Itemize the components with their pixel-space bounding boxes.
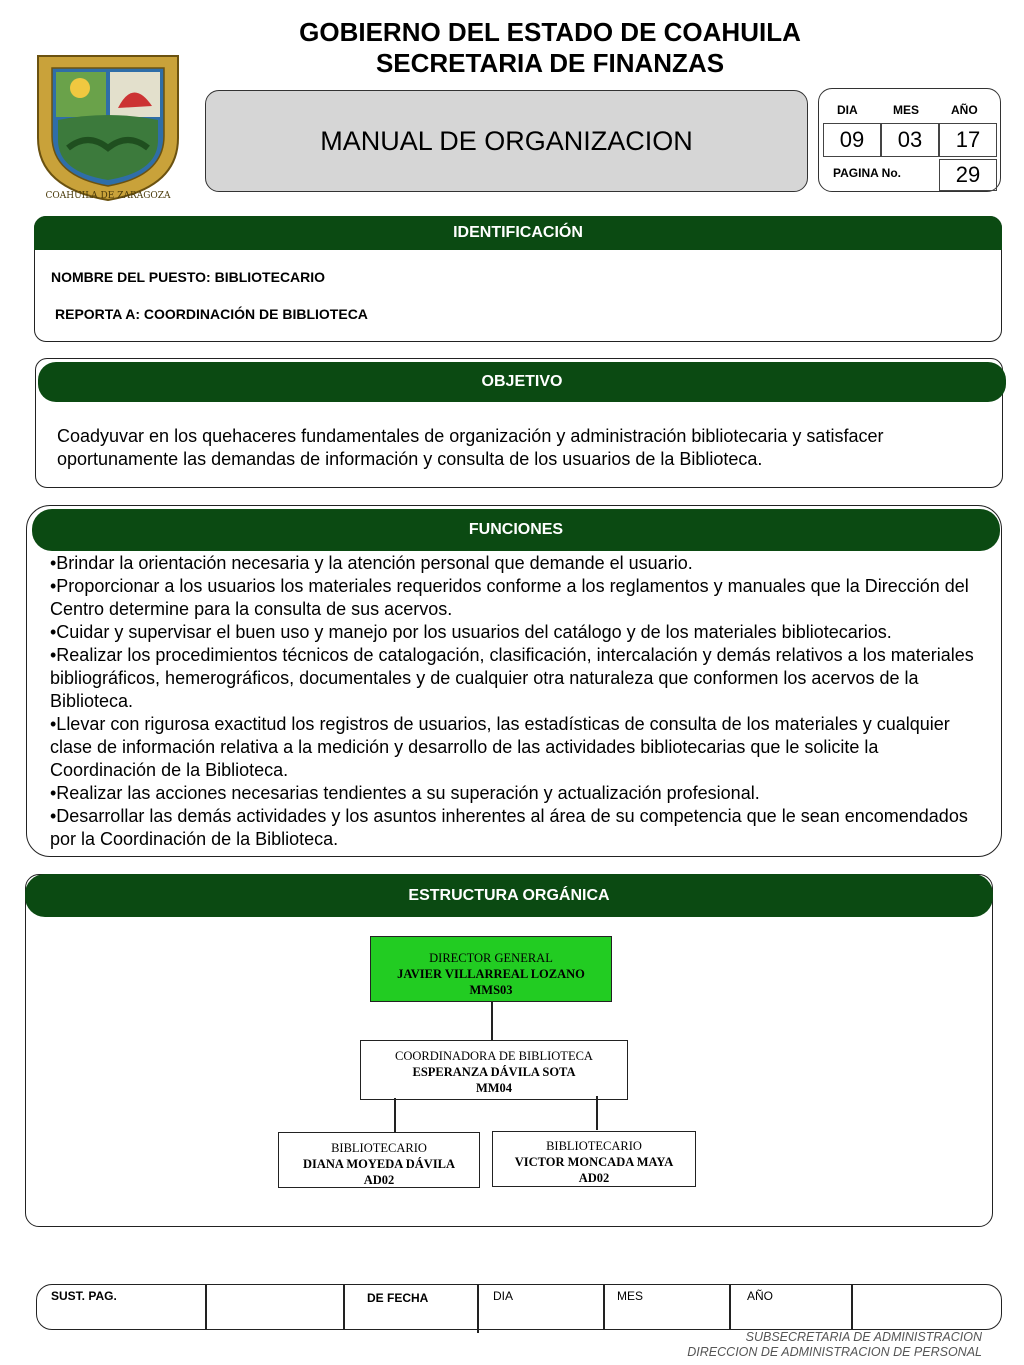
funciones-panel: [26, 505, 1002, 857]
estructura-header: [25, 874, 993, 917]
footer-divider: [851, 1285, 853, 1329]
date-box: [818, 88, 1001, 192]
coordinadora-name: ESPERANZA DÁVILA SOTA: [412, 1065, 576, 1079]
org-connector: [596, 1096, 598, 1130]
mes-value: 03: [897, 127, 923, 152]
dia-cell: [823, 123, 881, 157]
bib2-title: BIBLIOTECARIO: [546, 1139, 642, 1153]
funcion-item: •Llevar con rigurosa exactitud los registros de usuarios, las estadísticas de consulta de los materiales y cualquier clase de información relativa a la medición y desarrollo de las actividades bibliotecarias que le solicite la Coordinación de la Biblioteca.: [50, 714, 950, 780]
funcion-item: •Brindar la orientación necesaria y la atención personal que demande el usuario.: [50, 553, 693, 573]
de-fecha-label: DE FECHA: [367, 1291, 429, 1305]
org-coordinadora-box: [360, 1040, 628, 1100]
estructura-heading: ESTRUCTURA ORGÁNICA: [408, 886, 610, 904]
coordinadora-title: COORDINADORA DE BIBLIOTECA: [395, 1049, 593, 1063]
logo-lettering: COAHUILA DE ZARAGOZA: [45, 191, 171, 201]
org-connector: [491, 1002, 493, 1040]
footer-divider: [205, 1285, 207, 1329]
credit-direccion: DIRECCION DE ADMINISTRACION DE PERSONAL: [687, 1345, 982, 1359]
bib1-title: BIBLIOTECARIO: [331, 1141, 427, 1155]
bib2-name: VICTOR MONCADA MAYA: [514, 1155, 674, 1169]
mes-label: MES: [893, 103, 920, 117]
coahuila-coat-of-arms-logo: [28, 48, 188, 204]
director-code: MMS03: [469, 983, 513, 997]
ministry-title: SECRETARIA DE FINANZAS: [375, 48, 725, 78]
funcion-item: •Proporcionar a los usuarios los materiales requeridos conforme a los reglamentos y manuales que la Dirección del Centro determine para la consulta de sus acervos.: [50, 576, 969, 619]
funcion-item: •Realizar las acciones necesarias tendientes a su superación y actualización profesional.: [50, 783, 760, 803]
bib2-code: AD02: [578, 1171, 610, 1185]
anio-value: 17: [955, 127, 981, 152]
funcion-item: •Cuidar y supervisar el buen uso y manejo por los usuarios del catálogo y de los materiales bibliotecarios.: [50, 622, 892, 642]
footer-anio-label: AÑO: [747, 1289, 774, 1303]
funciones-list: [50, 552, 980, 851]
funcion-item: •Desarrollar las demás actividades y los asuntos inherentes al área de su competencia que le sean encomendados por la Coordinación de la Biblioteca.: [50, 806, 968, 849]
footer-credits: [687, 1330, 982, 1360]
footer-divider: [477, 1285, 479, 1333]
objetivo-header: [38, 362, 1006, 402]
manual-title-box: [205, 90, 808, 192]
nombre-del-puesto: NOMBRE DEL PUESTO: BIBLIOTECARIO: [51, 269, 326, 285]
mes-cell: [881, 123, 939, 157]
pagina-cell: [939, 159, 997, 191]
org-bibliotecario-1-box: [278, 1132, 480, 1188]
footer-mes-label: MES: [617, 1289, 644, 1303]
footer-bar: [36, 1284, 1002, 1330]
footer-divider: [603, 1285, 605, 1329]
pagina-value: 29: [955, 162, 981, 187]
director-title: DIRECTOR GENERAL: [429, 951, 553, 965]
identificacion-heading: IDENTIFICACIÓN: [453, 224, 583, 241]
reporta-a: REPORTA A: COORDINACIÓN DE BIBLIOTECA: [55, 306, 368, 322]
objetivo-text: Coadyuvar en los quehaceres fundamentales de organización y administración bibliotecaria y satisfacer oportunamente las demandas de información y consulta de los usuarios de la Biblioteca.: [57, 426, 884, 469]
org-connector: [394, 1098, 396, 1132]
bib1-code: AD02: [363, 1173, 395, 1187]
funciones-heading: FUNCIONES: [468, 521, 564, 538]
director-name: JAVIER VILLARREAL LOZANO: [397, 967, 585, 981]
bib1-name: DIANA MOYEDA DÁVILA: [302, 1157, 456, 1171]
footer-divider: [343, 1285, 345, 1329]
funcion-item: •Realizar los procedimientos técnicos de catalogación, clasificación, intercalación y demás relativos a los materiales bibliográficos, hemerográficos, documentales y de cualquier otra naturaleza que conformen los acervos de la Biblioteca.: [50, 645, 974, 711]
identificacion-panel: [34, 216, 1002, 342]
anio-label: AÑO: [951, 103, 978, 117]
credit-subsecretaria: SUBSECRETARIA DE ADMINISTRACION: [745, 1330, 982, 1344]
government-title: GOBIERNO DEL ESTADO DE COAHUILA: [299, 17, 801, 47]
org-director-box: [370, 936, 612, 1002]
funciones-header: [32, 509, 1000, 551]
coordinadora-code: MM04: [475, 1081, 513, 1095]
footer-divider: [729, 1285, 731, 1329]
pagina-label: PAGINA No.: [833, 166, 901, 180]
org-bibliotecario-2-box: [492, 1131, 696, 1187]
identificacion-header: [34, 216, 1002, 250]
dia-value: 09: [839, 127, 865, 152]
objetivo-panel: [35, 358, 1003, 488]
manual-title: MANUAL DE ORGANIZACION: [320, 125, 693, 156]
sust-pag-label: SUST. PAG.: [51, 1289, 117, 1303]
dia-label: DIA: [837, 103, 858, 117]
objetivo-heading: OBJETIVO: [481, 373, 563, 390]
footer-dia-label: DIA: [493, 1289, 514, 1303]
anio-cell: [939, 123, 997, 157]
